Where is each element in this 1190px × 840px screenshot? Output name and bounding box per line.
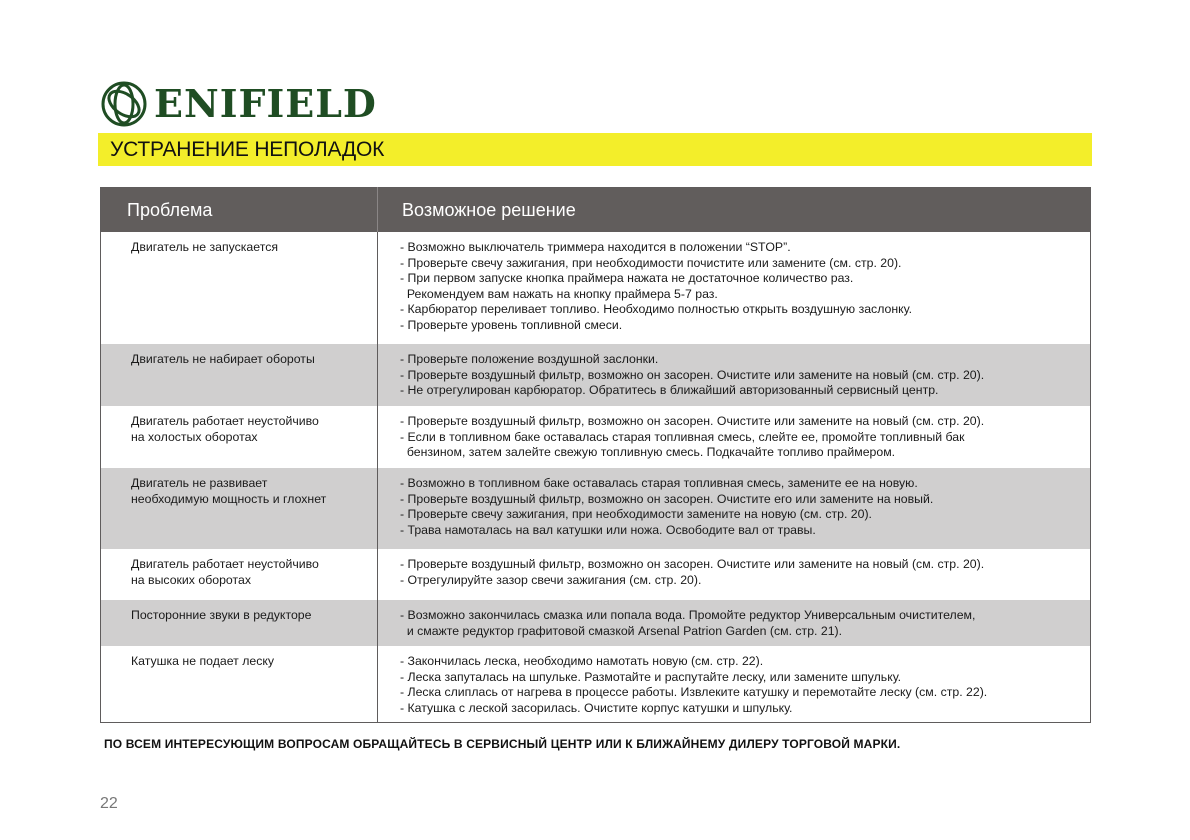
problem-text: Двигатель не развивает bbox=[131, 476, 268, 490]
table-row bbox=[101, 468, 1091, 549]
solution-line: - Леска запуталась на шпульке. Размотайте и распутайте леску, или замените шпульку. bbox=[400, 669, 902, 684]
problem-text: Двигатель не набирает обороты bbox=[131, 352, 315, 366]
solution-line: - Не отрегулирован карбюратор. Обратитесь в ближайший авторизованный сервисный центр. bbox=[400, 383, 939, 397]
solution-line: - Карбюратор переливает топливо. Необходимо полностью открыть воздушную заслонку. bbox=[400, 302, 912, 316]
page-number: 22 bbox=[100, 795, 118, 812]
solution-cell bbox=[378, 406, 1091, 468]
solution-line: - Проверьте свечу зажигания, при необходимости почистите или замените (см. стр. 20). bbox=[400, 255, 902, 270]
solution-cell bbox=[378, 344, 1091, 406]
solution-line: и смажте редуктор графитовой смазкой Arsenal Patrion Garden (см. стр. 21). bbox=[400, 623, 843, 638]
solution-line: - Проверьте воздушный фильтр, возможно он засорен. Очистите его или замените на новый. bbox=[400, 491, 934, 506]
solution-line: - Проверьте воздушный фильтр, возможно он засорен. Очистите или замените на новый (см. стр. 20). bbox=[400, 557, 985, 571]
problem-text: на холостых оборотах bbox=[131, 429, 258, 444]
solution-line: - Катушка с леской засорилась. Очистите корпус катушки и шпульку. bbox=[400, 700, 793, 715]
problem-text: Двигатель не запускается bbox=[131, 240, 278, 254]
solution-line: - Проверьте воздушный фильтр, возможно он засорен. Очистите или замените на новый (см. стр. 20). bbox=[400, 414, 985, 428]
problem-text: Двигатель работает неустойчиво bbox=[131, 557, 319, 571]
solution-line: - Если в топливном баке оставалась старая топливная смесь, слейте ее, промойте топливный бак bbox=[400, 429, 965, 444]
solution-line: - Проверьте уровень топливной смеси. bbox=[400, 317, 623, 332]
table-row bbox=[101, 600, 1091, 646]
solution-line: - Трава намоталась на вал катушки или ножа. Освободите вал от травы. bbox=[400, 522, 816, 537]
table-row bbox=[101, 646, 1091, 723]
solution-cell bbox=[378, 646, 1091, 723]
service-center-note: ПО ВСЕМ ИНТЕРЕСУЮЩИМ ВОПРОСАМ ОБРАЩАЙТЕСЬ В СЕРВИСНЫЙ ЦЕНТР ИЛИ К БЛИЖАЙНЕМУ ДИЛЕРУ ТОРГОВОЙ МАРКИ. bbox=[104, 737, 901, 751]
problem-text: Катушка не подает леску bbox=[131, 654, 275, 668]
troubleshooting-table bbox=[100, 187, 1091, 723]
solution-cell bbox=[378, 468, 1091, 549]
solution-line: - Возможно в топливном баке оставалась старая топливная смесь, замените ее на новую. bbox=[400, 476, 918, 490]
problem-cell bbox=[101, 344, 378, 406]
solution-cell bbox=[378, 600, 1091, 646]
solution-line: - Возможно закончилась смазка или попала вода. Промойте редуктор Универсальным очистителем, bbox=[400, 608, 976, 622]
solution-line: бензином, затем залейте свежую топливную смесь. Подкачайте топливо праймером. bbox=[400, 445, 896, 459]
problem-text: Двигатель работает неустойчиво bbox=[131, 414, 319, 428]
header-solution: Возможное решение bbox=[378, 188, 1091, 233]
table-row bbox=[101, 549, 1091, 600]
solution-line: - Проверьте воздушный фильтр, возможно он засорен. Очистите или замените на новый (см. стр. 20). bbox=[400, 367, 985, 382]
solution-line: - Отрегулируйте зазор свечи зажигания (см. стр. 20). bbox=[400, 572, 702, 587]
table-row bbox=[101, 232, 1091, 344]
table-header-row bbox=[101, 188, 1091, 233]
problem-cell bbox=[101, 232, 378, 344]
problem-cell bbox=[101, 468, 378, 549]
header-problem: Проблема bbox=[101, 188, 378, 233]
table-row bbox=[101, 344, 1091, 406]
enifield-logo-icon bbox=[100, 78, 148, 130]
brand-logo bbox=[100, 76, 377, 132]
solution-line: - Закончилась леска, необходимо намотать новую (см. стр. 22). bbox=[400, 654, 764, 668]
problem-text: Посторонние звуки в редукторе bbox=[131, 608, 312, 622]
problem-text: на высоких оборотах bbox=[131, 572, 251, 587]
solution-line: - Леска слиплась от нагрева в процессе работы. Извлеките катушку и перемотайте леску (см. стр. 22). bbox=[400, 685, 988, 699]
table-row bbox=[101, 406, 1091, 468]
solution-line: - При первом запуске кнопка праймера нажата не достаточное количество раз. bbox=[400, 271, 854, 285]
problem-cell bbox=[101, 646, 378, 723]
problem-cell bbox=[101, 406, 378, 468]
problem-cell bbox=[101, 549, 378, 600]
brand-name: ENIFIELD bbox=[154, 81, 377, 126]
solution-line: - Проверьте положение воздушной заслонки. bbox=[400, 352, 659, 366]
solution-cell bbox=[378, 549, 1091, 600]
section-banner bbox=[98, 133, 1092, 166]
solution-line: - Проверьте свечу зажигания, при необходимости замените на новую (см. стр. 20). bbox=[400, 507, 872, 521]
solution-line: - Возможно выключатель триммера находится в положении “STOP”. bbox=[400, 240, 791, 254]
section-title: УСТРАНЕНИЕ НЕПОЛАДОК bbox=[110, 138, 385, 161]
problem-text: необходимую мощность и глохнет bbox=[131, 491, 327, 506]
solution-cell bbox=[378, 232, 1091, 344]
solution-line: Рекомендуем вам нажать на кнопку праймера 5-7 раз. bbox=[400, 286, 718, 301]
problem-cell bbox=[101, 600, 378, 646]
